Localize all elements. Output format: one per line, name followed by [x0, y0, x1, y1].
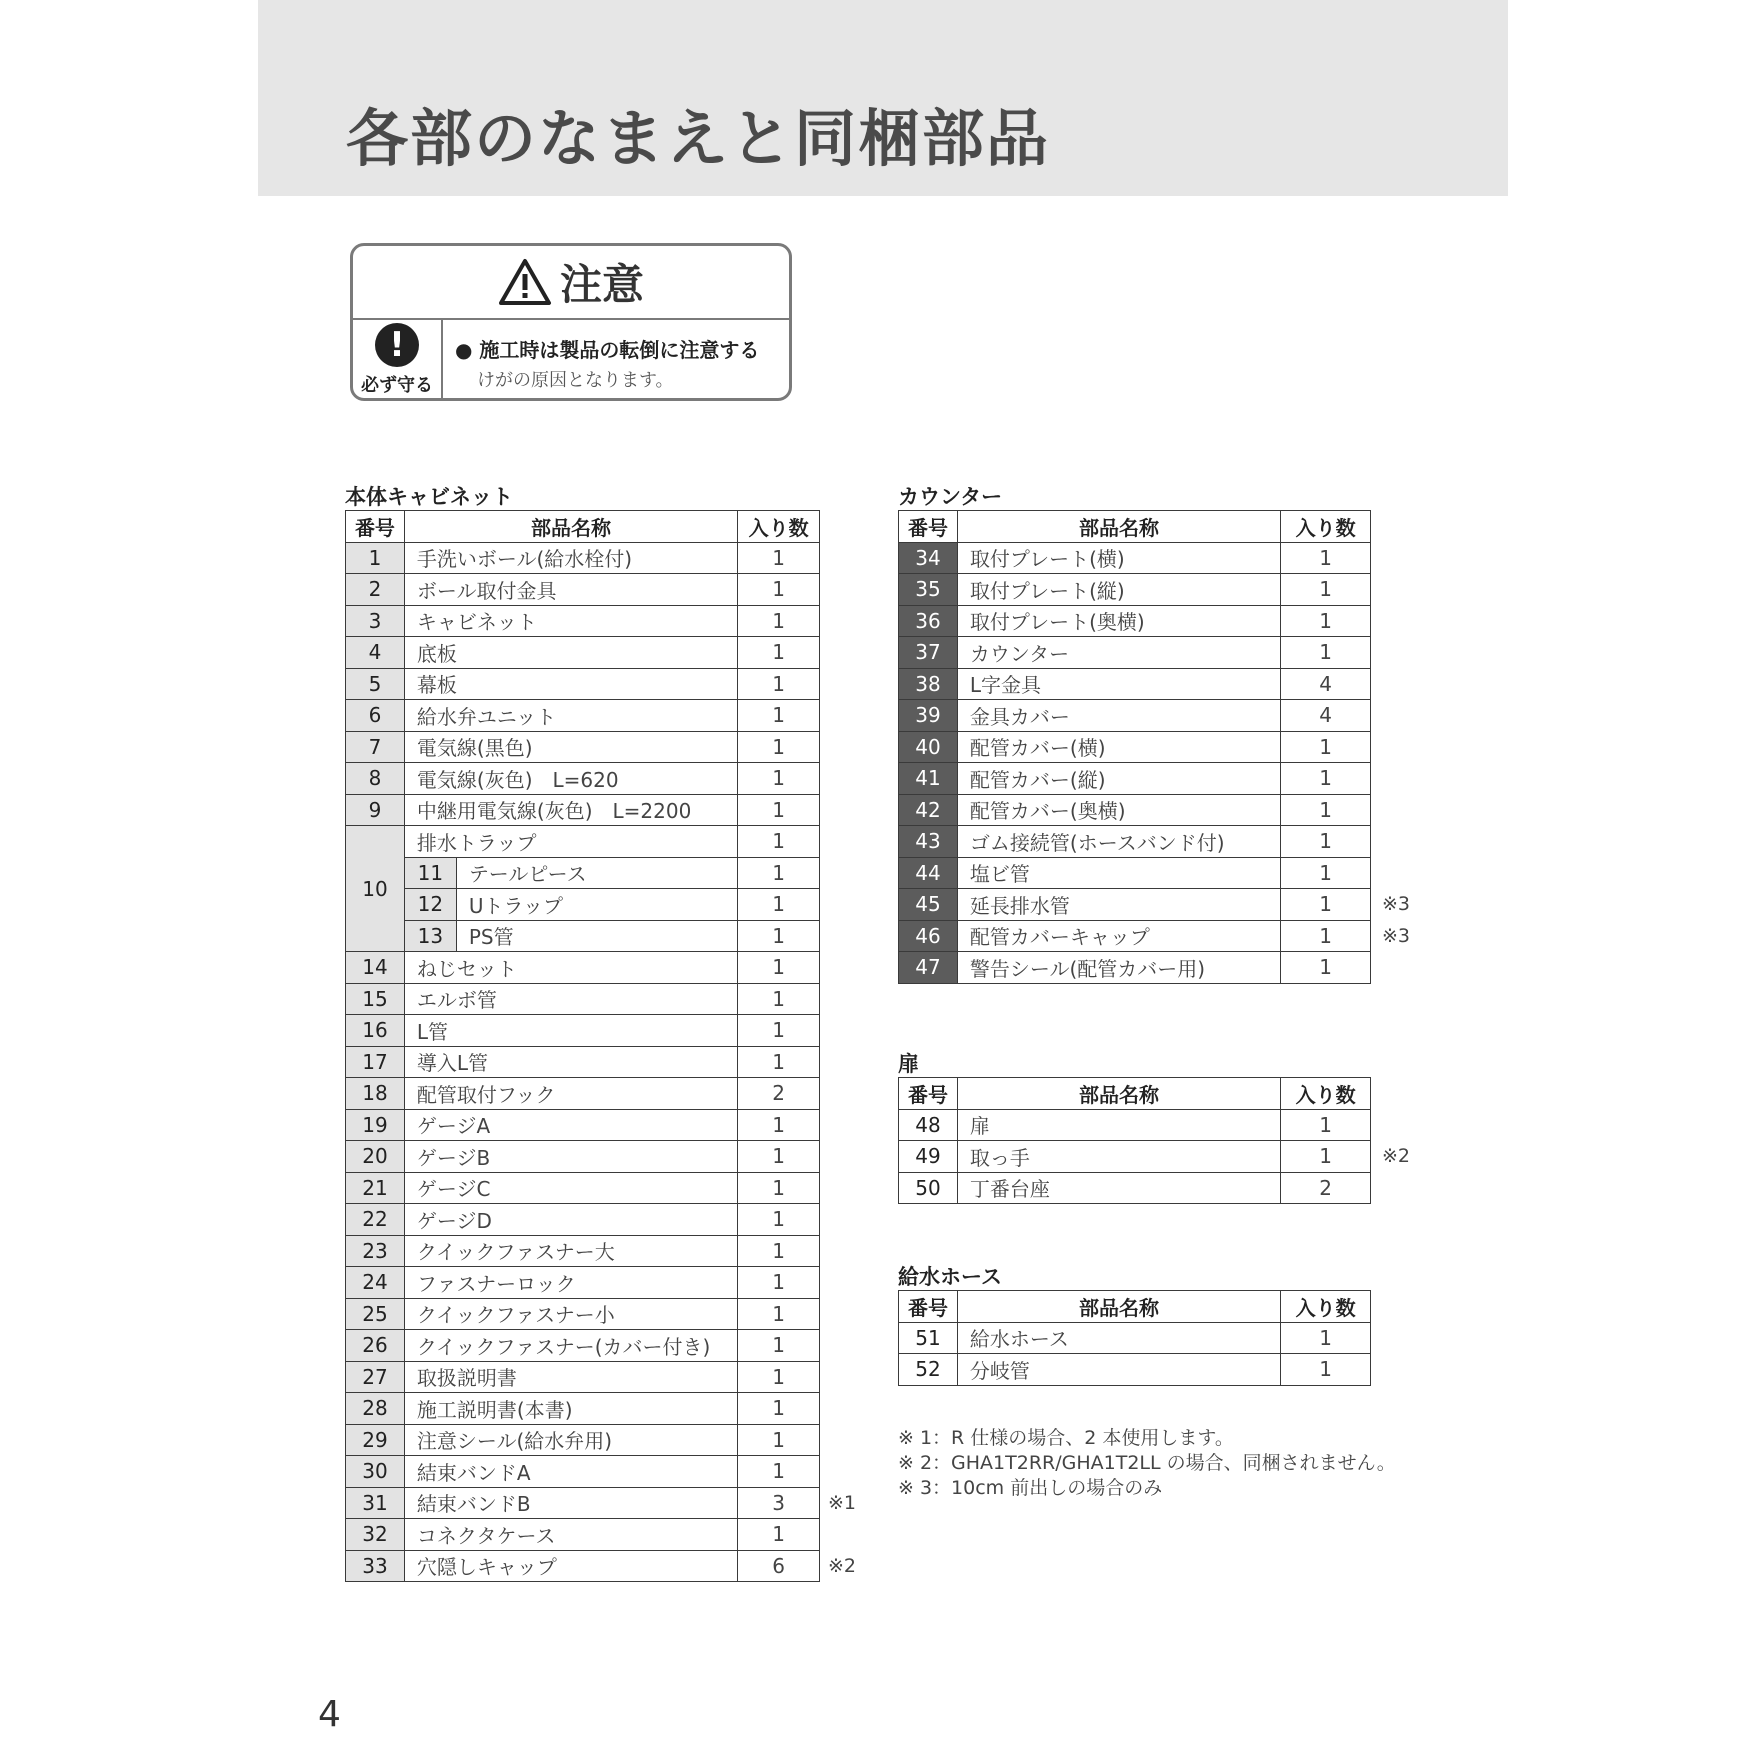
table-row [899, 700, 1371, 732]
part-number: 17 [346, 1046, 405, 1078]
part-name: クイックファスナー大 [404, 1235, 737, 1267]
table-header-row [899, 1078, 1371, 1110]
part-name: 取付プレート(縦) [957, 574, 1280, 606]
part-number: 31 [346, 1487, 405, 1519]
part-name: 配管カバー(縦) [957, 763, 1280, 795]
sub-part-name: Uトラップ [456, 889, 737, 921]
col-header-name: 部品名称 [957, 1078, 1280, 1110]
sub-part-number: 13 [404, 920, 456, 952]
part-quantity: 1 [738, 1393, 820, 1425]
part-quantity: 1 [738, 1172, 820, 1204]
sub-part-quantity: 1 [738, 889, 820, 921]
part-quantity: 1 [1281, 731, 1371, 763]
part-number: 34 [899, 542, 958, 574]
part-number: 20 [346, 1141, 405, 1173]
table-row [346, 1204, 820, 1236]
table-subrow [346, 920, 820, 952]
must-follow-cell [353, 320, 443, 400]
part-number: 47 [899, 952, 958, 984]
part-quantity: 1 [1281, 637, 1371, 669]
table-header-row [899, 511, 1371, 543]
part-name: ゴム接続管(ホースバンド付) [957, 826, 1280, 858]
table-row [346, 1172, 820, 1204]
page-title: 各部のなまえと同梱部品 [346, 102, 1051, 175]
part-number: 21 [346, 1172, 405, 1204]
table-row [899, 952, 1371, 984]
part-quantity: 1 [738, 1235, 820, 1267]
row-note: ※3 [1382, 893, 1411, 915]
part-number: 4 [346, 637, 405, 669]
table-row [346, 605, 820, 637]
page-number: 4 [318, 1694, 341, 1735]
part-number: 18 [346, 1078, 405, 1110]
part-name: クイックファスナー小 [404, 1298, 737, 1330]
part-quantity: 1 [738, 637, 820, 669]
part-name: 延長排水管 [957, 889, 1280, 921]
table-row [346, 952, 820, 984]
part-name: 施工説明書(本書) [404, 1393, 737, 1425]
part-name: 導入L管 [404, 1046, 737, 1078]
table-row [346, 983, 820, 1015]
part-name: 中継用電気線(灰色) L=2200 [404, 794, 737, 826]
part-quantity: 1 [1281, 920, 1371, 952]
footnote-1: ※ 1：R 仕様の場合、2 本使用します。 [898, 1427, 1234, 1449]
table-row [346, 1267, 820, 1299]
part-number: 48 [899, 1109, 958, 1141]
door-section-title: 扉 [898, 1052, 919, 1076]
part-quantity: 4 [1281, 700, 1371, 732]
cabinet-parts-table [345, 510, 820, 1582]
table-row [346, 1487, 820, 1519]
caution-text [443, 320, 759, 400]
part-number: 10 [346, 826, 405, 952]
part-name: ファスナーロック [404, 1267, 737, 1299]
part-name: 配管カバーキャップ [957, 920, 1280, 952]
col-header-qty: 入り数 [1281, 511, 1371, 543]
table-row [346, 1078, 820, 1110]
col-header-qty: 入り数 [1281, 1078, 1371, 1110]
table-row [346, 1109, 820, 1141]
part-quantity: 1 [738, 1298, 820, 1330]
part-name: ねじセット [404, 952, 737, 984]
part-quantity: 1 [1281, 574, 1371, 606]
table-row [899, 889, 1371, 921]
row-note: ※2 [828, 1554, 857, 1577]
exclamation-icon: ! [375, 323, 419, 367]
part-name: 取っ手 [957, 1141, 1280, 1173]
col-header-num: 番号 [899, 1078, 958, 1110]
part-quantity: 1 [738, 1109, 820, 1141]
part-quantity: 1 [738, 1456, 820, 1488]
hose-parts-table [898, 1290, 1371, 1386]
table-row [346, 731, 820, 763]
part-quantity: 3 [738, 1487, 820, 1519]
part-name: 配管取付フック [404, 1078, 737, 1110]
part-name: ボール取付金具 [404, 574, 737, 606]
part-number: 42 [899, 794, 958, 826]
bullet: ● [455, 338, 473, 362]
table-row [346, 763, 820, 795]
part-number: 5 [346, 668, 405, 700]
part-quantity: 1 [738, 605, 820, 637]
part-name: コネクタケース [404, 1519, 737, 1551]
part-quantity: 1 [1281, 952, 1371, 984]
part-number: 43 [899, 826, 958, 858]
part-number: 2 [346, 574, 405, 606]
table-row [899, 857, 1371, 889]
sub-part-name: PS管 [456, 920, 737, 952]
table-row [346, 1519, 820, 1551]
part-number: 16 [346, 1015, 405, 1047]
part-quantity: 1 [738, 1046, 820, 1078]
table-row [899, 574, 1371, 606]
part-number: 37 [899, 637, 958, 669]
part-name: 幕板 [404, 668, 737, 700]
part-name: 金具カバー [957, 700, 1280, 732]
part-number: 38 [899, 668, 958, 700]
part-quantity: 1 [738, 952, 820, 984]
part-number: 36 [899, 605, 958, 637]
part-name: 電気線(黒色) [404, 731, 737, 763]
table-row [346, 1046, 820, 1078]
part-name: エルボ管 [404, 983, 737, 1015]
part-name: 排水トラップ [404, 826, 737, 858]
part-name: 取付プレート(横) [957, 542, 1280, 574]
part-number: 8 [346, 763, 405, 795]
table-subrow [346, 889, 820, 921]
part-number: 22 [346, 1204, 405, 1236]
table-row [899, 668, 1371, 700]
row-note: ※1 [828, 1491, 857, 1514]
part-quantity: 1 [738, 668, 820, 700]
part-quantity: 1 [738, 983, 820, 1015]
part-name: 扉 [957, 1109, 1280, 1141]
table-row [346, 1298, 820, 1330]
col-header-num: 番号 [899, 1291, 958, 1323]
part-name: 丁番台座 [957, 1172, 1280, 1204]
col-header-name: 部品名称 [957, 511, 1280, 543]
part-quantity: 1 [738, 1141, 820, 1173]
part-name: 分岐管 [957, 1354, 1280, 1386]
part-name: 配管カバー(奥横) [957, 794, 1280, 826]
part-number: 6 [346, 700, 405, 732]
cabinet-section-title: 本体キャビネット [345, 485, 513, 509]
col-header-name: 部品名称 [957, 1291, 1280, 1323]
table-row [899, 1354, 1371, 1386]
counter-section-title: カウンター [898, 485, 1003, 509]
table-row [899, 1322, 1371, 1354]
part-quantity: 1 [1281, 763, 1371, 795]
part-name: カウンター [957, 637, 1280, 669]
part-quantity: 1 [1281, 605, 1371, 637]
part-quantity: 1 [738, 731, 820, 763]
part-quantity: 1 [1281, 794, 1371, 826]
table-subrow [346, 857, 820, 889]
part-quantity: 1 [1281, 857, 1371, 889]
col-header-qty: 入り数 [1281, 1291, 1371, 1323]
table-row [899, 794, 1371, 826]
table-row [346, 1330, 820, 1362]
part-number: 14 [346, 952, 405, 984]
part-number: 50 [899, 1172, 958, 1204]
part-quantity: 1 [1281, 889, 1371, 921]
table-row [346, 1141, 820, 1173]
part-number: 27 [346, 1361, 405, 1393]
part-quantity: 1 [738, 1361, 820, 1393]
part-name: 警告シール(配管カバー用) [957, 952, 1280, 984]
row-note: ※2 [1382, 1145, 1411, 1167]
row-note: ※3 [1382, 924, 1411, 947]
part-number: 35 [899, 574, 958, 606]
caution-body [353, 320, 789, 400]
table-row [346, 542, 820, 574]
part-number: 40 [899, 731, 958, 763]
counter-parts-table [898, 510, 1371, 984]
part-name: 底板 [404, 637, 737, 669]
part-name: 給水弁ユニット [404, 700, 737, 732]
table-row [899, 1141, 1371, 1173]
part-number: 51 [899, 1322, 958, 1354]
part-number: 3 [346, 605, 405, 637]
part-quantity: 1 [1281, 826, 1371, 858]
part-quantity: 1 [1281, 542, 1371, 574]
part-number: 29 [346, 1424, 405, 1456]
part-name: 給水ホース [957, 1322, 1280, 1354]
table-row [346, 1550, 820, 1582]
part-name: L管 [404, 1015, 737, 1047]
part-name: ゲージD [404, 1204, 737, 1236]
table-row [899, 1109, 1371, 1141]
part-number: 49 [899, 1141, 958, 1173]
part-quantity: 1 [738, 763, 820, 795]
table-row [346, 826, 820, 858]
part-quantity: 1 [738, 542, 820, 574]
part-quantity: 1 [1281, 1354, 1371, 1386]
table-row [899, 763, 1371, 795]
door-parts-table [898, 1077, 1371, 1204]
table-row [346, 1015, 820, 1047]
part-quantity: 1 [1281, 1109, 1371, 1141]
part-name: 取扱説明書 [404, 1361, 737, 1393]
table-row [346, 1393, 820, 1425]
part-quantity: 1 [738, 1267, 820, 1299]
sub-part-quantity: 1 [738, 857, 820, 889]
caution-box [350, 243, 792, 401]
part-quantity: 1 [738, 1204, 820, 1236]
part-number: 44 [899, 857, 958, 889]
warning-triangle-icon [498, 258, 552, 306]
part-quantity: 1 [738, 1424, 820, 1456]
must-follow-label: 必ず守る [361, 375, 433, 396]
part-quantity: 1 [1281, 1322, 1371, 1354]
caution-main-label: 施工時は製品の転倒に注意する [479, 338, 760, 362]
part-name: クイックファスナー(カバー付き) [404, 1330, 737, 1362]
part-number: 7 [346, 731, 405, 763]
part-quantity: 2 [738, 1078, 820, 1110]
table-row [346, 1456, 820, 1488]
sub-part-name: テールピース [456, 857, 737, 889]
caution-main-text [455, 334, 759, 363]
part-number: 39 [899, 700, 958, 732]
part-number: 24 [346, 1267, 405, 1299]
caution-title: 注意 [559, 260, 644, 309]
part-number: 33 [346, 1550, 405, 1582]
footnotes [898, 1426, 1396, 1501]
part-number: 9 [346, 794, 405, 826]
sub-part-quantity: 1 [738, 920, 820, 952]
part-number: 15 [346, 983, 405, 1015]
part-number: 1 [346, 542, 405, 574]
table-row [899, 605, 1371, 637]
table-row [346, 637, 820, 669]
part-quantity: 6 [738, 1550, 820, 1582]
sub-part-number: 12 [404, 889, 456, 921]
table-row [346, 1361, 820, 1393]
table-row [346, 700, 820, 732]
part-quantity: 1 [738, 794, 820, 826]
table-row [346, 1424, 820, 1456]
part-number: 41 [899, 763, 958, 795]
table-row [899, 920, 1371, 952]
part-name: キャビネット [404, 605, 737, 637]
table-row [899, 542, 1371, 574]
part-name: 塩ビ管 [957, 857, 1280, 889]
part-quantity: 4 [1281, 668, 1371, 700]
part-quantity: 1 [738, 574, 820, 606]
part-name: L字金具 [957, 668, 1280, 700]
part-quantity: 1 [1281, 1141, 1371, 1173]
part-name: 注意シール(給水弁用) [404, 1424, 737, 1456]
table-row [899, 731, 1371, 763]
part-quantity: 1 [738, 1519, 820, 1551]
part-number: 46 [899, 920, 958, 952]
part-number: 26 [346, 1330, 405, 1362]
table-row [346, 668, 820, 700]
table-row [899, 1172, 1371, 1204]
part-number: 28 [346, 1393, 405, 1425]
col-header-num: 番号 [899, 511, 958, 543]
footnote-2: ※ 2：GHA1T2RR/GHA1T2LL の場合、同梱されません。 [898, 1452, 1396, 1474]
part-number: 19 [346, 1109, 405, 1141]
part-number: 25 [346, 1298, 405, 1330]
table-header-row [899, 1291, 1371, 1323]
part-name: 手洗いボール(給水栓付) [404, 542, 737, 574]
part-number: 45 [899, 889, 958, 921]
part-name: ゲージB [404, 1141, 737, 1173]
part-name: 電気線(灰色) L=620 [404, 763, 737, 795]
table-header-row [346, 511, 820, 543]
table-row [899, 826, 1371, 858]
part-number: 30 [346, 1456, 405, 1488]
part-quantity: 2 [1281, 1172, 1371, 1204]
part-name: 配管カバー(横) [957, 731, 1280, 763]
part-number: 32 [346, 1519, 405, 1551]
part-number: 23 [346, 1235, 405, 1267]
part-name: 結束バンドA [404, 1456, 737, 1488]
footnote-3: ※ 3：10cm 前出しの場合のみ [898, 1477, 1163, 1499]
col-header-num: 番号 [346, 511, 405, 543]
part-number: 52 [899, 1354, 958, 1386]
table-row [346, 1235, 820, 1267]
sub-part-number: 11 [404, 857, 456, 889]
part-quantity: 1 [738, 826, 820, 858]
hose-section-title: 給水ホース [898, 1265, 1002, 1289]
table-row [346, 794, 820, 826]
col-header-qty: 入り数 [738, 511, 820, 543]
part-name: 穴隠しキャップ [404, 1550, 737, 1582]
part-quantity: 1 [738, 1330, 820, 1362]
col-header-name: 部品名称 [404, 511, 737, 543]
part-quantity: 1 [738, 1015, 820, 1047]
caution-header [353, 246, 789, 320]
part-name: 結束バンドB [404, 1487, 737, 1519]
part-quantity: 1 [738, 700, 820, 732]
caution-sub-text: けがの原因となります。 [477, 370, 674, 391]
table-row [899, 637, 1371, 669]
part-name: ゲージA [404, 1109, 737, 1141]
table-row [346, 574, 820, 606]
part-name: 取付プレート(奥横) [957, 605, 1280, 637]
part-name: ゲージC [404, 1172, 737, 1204]
